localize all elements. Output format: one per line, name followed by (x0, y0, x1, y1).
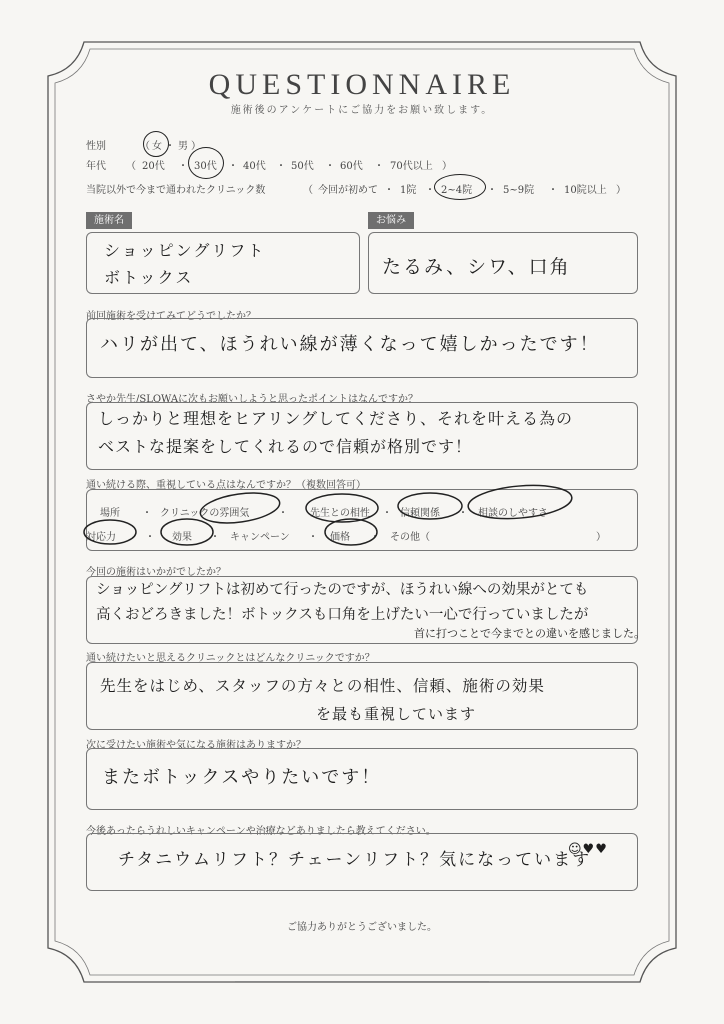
answer-2-line1: しっかりと理想をヒアリングしてくださり、それを叶える為の (98, 409, 574, 428)
question-4: 今回の施術はいかがでしたか？ (86, 567, 226, 578)
age-option-50s[interactable]: 50代 (291, 161, 314, 172)
concern-tag: お悩み (368, 212, 414, 229)
age-separator: ・ (374, 161, 384, 172)
answer-4-line3: 首に打つことで今までとの違いを感じました。 (414, 627, 645, 640)
option-easy-consult[interactable]: 相談のしやすさ (478, 508, 548, 519)
answer-4-line2: 高くおどろきました！ボトックスも口角を上げたい一心で行っていましたが (96, 607, 589, 623)
age-open-paren: （ (126, 161, 136, 172)
gender-option-female[interactable]: 女 (152, 141, 162, 152)
age-option-60s[interactable]: 60代 (340, 161, 363, 172)
treatment-answer-line1: ショッピングリフト (104, 241, 266, 260)
clinic-option-2-4[interactable]: 2~4院 (441, 185, 473, 196)
clinic-separator: ・ (384, 185, 394, 196)
option-effect[interactable]: 効果 (172, 532, 192, 543)
option-separator: ・ (308, 532, 318, 543)
concern-answer: たるみ、シワ、口角 (382, 256, 571, 278)
age-separator: ・ (276, 161, 286, 172)
q3-selection-marks (80, 480, 580, 560)
answer-7: チタニウムリフト？チェーンリフト？気になっています (118, 850, 592, 870)
clinic-option-5-9[interactable]: 5~9院 (503, 185, 535, 196)
clinic-count-label: 当院以外で今まで通われたクリニック数 (86, 185, 266, 196)
age-selected-circle (188, 147, 224, 179)
age-separator: ・ (178, 161, 188, 172)
question-3: 通い続ける際、重視している点はなんですか？（複数回答可） (86, 480, 366, 491)
answer-7-emoji: ☺♥♥ (568, 842, 608, 857)
question-5: 通い続けたいと思えるクリニックとはどんなクリニックですか？ (86, 653, 375, 664)
answer-5-line2: を最も重視しています (316, 705, 477, 723)
option-separator: ・ (142, 508, 152, 519)
answer-5-line1: 先生をはじめ、スタッフの方々との相性、信頼、施術の効果 (100, 677, 545, 695)
clinic-separator: ・ (548, 185, 558, 196)
clinic-separator: ・ (425, 185, 435, 196)
age-separator: ・ (228, 161, 238, 172)
option-trust[interactable]: 信頼関係 (400, 508, 440, 519)
gender-open-paren: （ (140, 141, 150, 152)
page-title: QUESTIONNAIRE (208, 68, 516, 101)
thanks-footer: ご協力ありがとうございました。 (287, 922, 437, 933)
gender-option-male[interactable]: 男 (178, 141, 188, 152)
option-doctor-compat[interactable]: 先生との相性 (310, 508, 370, 519)
gender-label: 性別 (86, 141, 106, 152)
question-1: 前回施術を受けてみてどうでしたか？ (86, 311, 256, 322)
option-other[interactable]: その他（ (390, 532, 430, 543)
age-close-paren: ） (442, 161, 452, 172)
option-response[interactable]: 対応力 (86, 532, 116, 543)
clinic-option-1[interactable]: 1院 (400, 185, 417, 196)
question-7: 今後あったらうれしいキャンペーンや治療などありましたら教えてください。 (86, 826, 436, 837)
age-separator: ・ (325, 161, 335, 172)
question-6: 次に受けたい施術や気になる施術はありますか？ (86, 740, 306, 751)
clinic-open-paren: （ (303, 185, 313, 196)
answer-2-line2: ベストな提案をしてくれるので信頼が格別です！ (98, 437, 473, 456)
option-separator: ・ (278, 508, 288, 519)
age-option-30s[interactable]: 30代 (194, 161, 217, 172)
clinic-separator: ・ (487, 185, 497, 196)
answer-6: またボトックスやりたいです！ (102, 767, 382, 788)
option-separator: ・ (145, 532, 155, 543)
clinic-option-first[interactable]: 今回が初めて (318, 185, 378, 196)
age-label: 年代 (86, 161, 106, 172)
age-option-20s[interactable]: 20代 (142, 161, 165, 172)
gender-close-paren: ） (191, 141, 201, 152)
option-separator: ・ (382, 508, 392, 519)
option-separator: ・ (210, 532, 220, 543)
gender-separator: ・ (165, 141, 175, 152)
footer-divider (235, 981, 489, 982)
age-option-40s[interactable]: 40代 (243, 161, 266, 172)
option-separator: ・ (370, 532, 380, 543)
option-price[interactable]: 価格 (330, 532, 350, 543)
treatment-tag: 施術名 (86, 212, 132, 229)
age-option-70s[interactable]: 70代以上 (390, 161, 433, 172)
option-campaign[interactable]: キャンペーン (230, 532, 290, 543)
question-2: さやか先生/SLOWAに次もお願いしようと思ったポイントはなんですか？ (86, 394, 419, 405)
answer-4-line1: ショッピングリフトは初めて行ったのですが、ほうれい線への効果がとても (96, 582, 589, 598)
option-other-close: ） (596, 532, 606, 543)
clinic-close-paren: ） (616, 185, 626, 196)
clinic-option-10plus[interactable]: 10院以上 (564, 185, 607, 196)
treatment-answer-line2: ボトックス (104, 268, 194, 287)
clinic-selected-circle (434, 174, 486, 200)
option-location[interactable]: 場所 (100, 508, 120, 519)
female-selected-circle (143, 131, 169, 157)
answer-1: ハリが出て、ほうれい線が薄くなって嬉しかったです！ (100, 334, 600, 355)
option-separator: ・ (458, 508, 468, 519)
page-subtitle: 施術後のアンケートにご協力をお願い致します。 (230, 105, 494, 116)
option-atmosphere[interactable]: クリニックの雰囲気 (160, 508, 250, 519)
